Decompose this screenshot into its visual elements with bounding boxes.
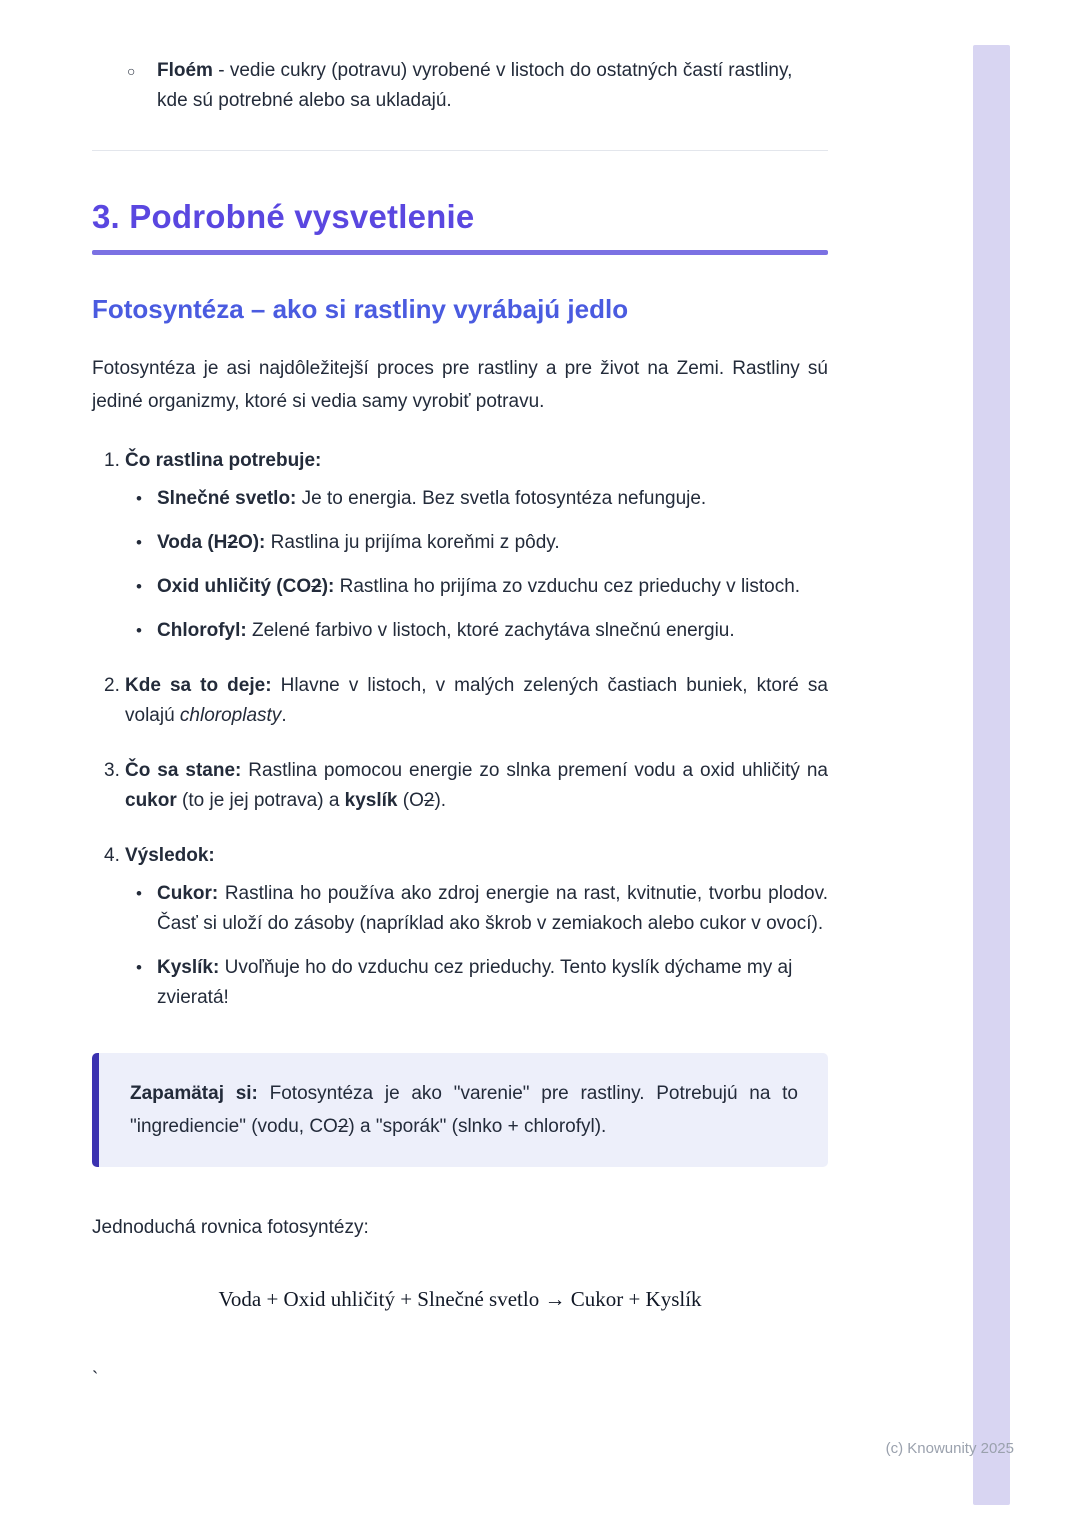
item-title: Výsledok: <box>125 845 215 866</box>
disc-bullet-icon: • <box>136 621 142 640</box>
term-kyslik: Kyslík: <box>157 957 220 978</box>
subscript-2: 2 <box>337 1116 349 1137</box>
intro-paragraph: Fotosyntéza je asi najdôležitejší proces pre rastliny a pre život na Zemi. Rastliny sú jediné organizmy, ktoré si vedia samy vyrobiť potravu. <box>92 358 828 412</box>
bullet-text-rest: Zelené farbivo v listoch, ktoré zachytáva slnečnú energiu. <box>246 620 735 641</box>
disc-bullet-icon: • <box>136 884 142 903</box>
item-text: (O <box>397 790 424 811</box>
bullet-text <box>157 528 828 558</box>
subscript-2: 2 <box>423 790 435 811</box>
term-oxid: Oxid uhličitý (CO <box>157 576 312 597</box>
equation-label: Jednoduchá rovnica fotosyntézy: <box>92 1217 369 1238</box>
section-divider <box>92 150 828 151</box>
list-item-cukor <box>136 879 828 939</box>
section-subtitle: Fotosyntéza – ako si rastliny vyrábajú jedlo <box>92 294 629 324</box>
list-item-voda <box>136 528 828 558</box>
bullet-text <box>157 56 828 116</box>
term-cukor: Cukor: <box>157 883 219 904</box>
numbered-list <box>92 446 828 1013</box>
sub-bullet-list <box>136 879 828 1013</box>
bullet-text-rest: - vedie cukry (potravu) vyrobené v listoch do ostatných častí rastliny, kde sú potrebné alebo sa ukladajú. <box>157 60 793 111</box>
item-text-end: ). <box>434 790 447 811</box>
term-svetlo: Slnečné svetlo: <box>157 488 297 509</box>
bullet-text <box>157 572 828 602</box>
bullet-text <box>157 879 828 939</box>
disc-bullet-icon: • <box>136 533 142 552</box>
bullet-text-rest: Je to energia. Bez svetla fotosyntéza nefunguje. <box>296 488 707 509</box>
disc-bullet-icon: • <box>136 489 142 508</box>
sub-bullet-list <box>136 484 828 646</box>
term-kde: Kde sa to deje: <box>125 675 272 696</box>
list-item-svetlo <box>136 484 828 514</box>
photosynthesis-equation: Voda + Oxid uhličitý + Slnečné svetlo → Cukor + Kyslík <box>218 1287 702 1311</box>
item-number: 1. <box>104 450 120 471</box>
list-item-kyslik <box>136 953 828 1013</box>
numbered-item-1 <box>92 446 828 646</box>
disc-bullet-icon: • <box>136 958 142 977</box>
item-text: Hlavne v listoch, v malých zelených častiach buniek, ktoré sa volajú <box>125 675 828 726</box>
callout-text-end: ) a "sporák" (slnko + chlorofyl). <box>348 1116 607 1137</box>
numbered-item-2 <box>92 671 828 731</box>
term-chloroplasty: chloroplasty <box>179 705 282 726</box>
bullet-text <box>157 484 828 514</box>
list-item-floem <box>92 56 828 116</box>
item-body <box>125 841 828 1013</box>
term-cukor: cukor <box>125 790 177 811</box>
stray-backtick: ` <box>92 1369 99 1390</box>
item-title: Čo rastlina potrebuje: <box>125 450 322 471</box>
item-number: 4. <box>104 845 120 866</box>
list-item-chlorofyl <box>136 616 828 646</box>
bullet-text-rest: Uvoľňuje ho do vzduchu cez prieduchy. Tento kyslík dýchame my aj zvieratá! <box>157 957 793 1008</box>
section-title: 3. Podrobné vysvetlenie <box>92 198 475 235</box>
term-kyslik: kyslík <box>344 790 398 811</box>
item-body <box>125 756 828 816</box>
bullet-text-rest: Rastlina ho prijíma zo vzduchu cez prieduchy v listoch. <box>334 576 801 597</box>
item-number: 3. <box>104 760 120 781</box>
bullet-text <box>157 616 828 646</box>
list-item-oxid <box>136 572 828 602</box>
term-chlorofyl: Chlorofyl: <box>157 620 247 641</box>
subscript-2: 2 <box>227 532 238 553</box>
bullet-text-rest: Rastlina ju prijíma koreňmi z pôdy. <box>265 532 560 553</box>
term-floem: Floém <box>157 60 213 81</box>
numbered-item-4 <box>92 841 828 1013</box>
item-number: 2. <box>104 675 120 696</box>
bullet-text <box>157 953 828 1013</box>
term-voda: Voda (H <box>157 532 228 553</box>
bullet-text-rest: Rastlina ho používa ako zdroj energie na rast, kvitnutie, tvorbu plodov. Časť si uloží do zásoby (napríklad ako škrob v zemiakoch alebo cukor v ovocí). <box>157 883 828 934</box>
term-voda-end: O): <box>237 532 266 553</box>
copyright-footer: (c) Knowunity 2025 <box>885 1440 1014 1457</box>
term-oxid-end: ): <box>321 576 335 597</box>
term-co-sa-stane: Čo sa stane: <box>125 760 242 781</box>
item-text: Rastlina pomocou energie zo slnka premení vodu a oxid uhličitý na <box>241 760 828 781</box>
item-body <box>125 446 828 646</box>
numbered-item-3 <box>92 756 828 816</box>
subscript-2: 2 <box>311 576 322 597</box>
callout-title: Zapamätaj si: <box>130 1083 258 1104</box>
callout-text: Fotosyntéza je ako "varenie" pre rastliny. Potrebujú na to "ingrediencie" (vodu, CO <box>130 1083 799 1137</box>
title-underline-bar <box>92 250 828 255</box>
callout-remember-box <box>92 1053 828 1167</box>
item-text-end: . <box>281 705 287 726</box>
item-text: (to je jej potrava) a <box>176 790 345 811</box>
circle-bullet-icon: ○ <box>127 63 136 79</box>
disc-bullet-icon: • <box>136 577 142 596</box>
item-body <box>125 671 828 731</box>
